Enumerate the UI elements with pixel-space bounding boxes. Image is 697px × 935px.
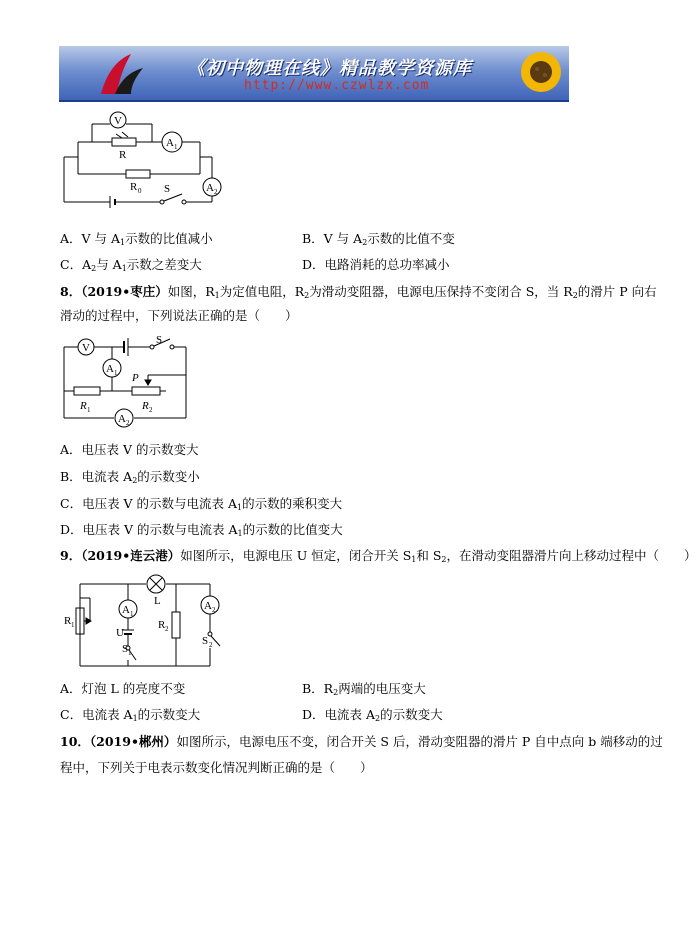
- svg-text:1: 1: [174, 143, 178, 151]
- svg-text:S: S: [122, 643, 129, 655]
- svg-text:S: S: [202, 635, 209, 647]
- svg-text:1: 1: [128, 649, 132, 657]
- banner-url[interactable]: http://www.czwlzx.com: [244, 78, 430, 93]
- banner-title: 《初中物理在线》精品教学资源库: [187, 58, 472, 79]
- q8-stem-line1: 8．（2019•枣庄）如图，$R_1$为定值电阻，$R_2$为滑动变阻器，电源电压保持不变闭合 S，当 $R_2$的滑片 P 向右: [60, 284, 657, 300]
- svg-text:2: 2: [149, 406, 153, 414]
- circuit-diagram-q7: [60, 112, 230, 212]
- svg-text:R: R: [158, 619, 166, 631]
- q8-voltmeter-label: V: [82, 342, 90, 354]
- q9-stem: 9．（2019•连云港）如图所示，电源电压 U 恒定，闭合开关 $S_1$和 $S_2$，在滑动变阻器滑片向上移动过程中（ ）: [60, 548, 697, 564]
- svg-text:0: 0: [138, 187, 142, 195]
- svg-text:U: U: [116, 627, 124, 639]
- ammeter-a1-label: A: [166, 137, 174, 149]
- q8-option-a: A．电压表 V 的示数变大: [60, 442, 199, 457]
- circuit-diagram-q9: [60, 572, 240, 670]
- q8-option-c: C．电压表 V 的示数与电流表 $A_1$的示数的乘积变大: [60, 496, 343, 512]
- svg-text:2: 2: [209, 641, 213, 649]
- q9-option-c: C．电流表 $A_1$的示数变大: [60, 707, 201, 723]
- svg-text:1: 1: [71, 621, 75, 629]
- svg-text:2: 2: [165, 625, 169, 633]
- svg-text:1: 1: [130, 610, 134, 618]
- svg-text:2: 2: [212, 606, 216, 614]
- svg-text:L: L: [154, 595, 161, 607]
- q10-stem-line1: 10．（2019•郴州）如图所示，电源电压不变，闭合开关 S 后，滑动变阻器的滑片 P 自中点向 b 端移动的过: [60, 734, 663, 749]
- q9-option-a: A．灯泡 L 的亮度不变: [60, 681, 186, 696]
- q8-switch-label: S: [156, 334, 163, 346]
- resistor-r0-label: R: [130, 181, 138, 193]
- svg-text:R: R: [80, 400, 87, 412]
- svg-text:A: A: [106, 363, 114, 375]
- svg-text:2: 2: [126, 419, 130, 427]
- q9-option-b: B．$R_2$两端的电压变大: [302, 681, 426, 697]
- circuit-diagram-q8: [60, 333, 200, 433]
- q7-option-b: B．V 与 $A_2$示数的比值不变: [302, 231, 455, 247]
- svg-text:A: A: [122, 604, 130, 616]
- q9-option-d: D．电流表 $A_2$的示数变大: [302, 707, 443, 723]
- svg-text:A: A: [204, 600, 212, 612]
- switch-s-label: S: [164, 183, 171, 195]
- q8-option-d: D．电压表 V 的示数与电流表 $A_1$的示数的比值变大: [60, 522, 343, 538]
- svg-text:A: A: [118, 413, 126, 425]
- svg-text:R: R: [142, 400, 149, 412]
- q7-option-d: D．电路消耗的总功率减小: [302, 257, 450, 272]
- q8-option-b: B．电流表 $A_2$的示数变小: [60, 469, 200, 485]
- q8-stem-line2: 滑动的过程中，下列说法正确的是（ ）: [60, 308, 298, 323]
- svg-text:1: 1: [87, 406, 91, 414]
- voltmeter-label: V: [114, 115, 122, 127]
- q7-option-a: A．V 与 $A_1$示数的比值减小: [60, 231, 213, 247]
- svg-text:1: 1: [114, 369, 118, 377]
- ammeter-a2-label: A: [206, 182, 214, 194]
- resistor-r-label: R: [119, 149, 127, 161]
- q7-option-c: C．$A_2$与 $A_1$示数之差变大: [60, 257, 202, 273]
- site-logo: [93, 50, 151, 98]
- sunflower-image: [511, 48, 567, 98]
- svg-text:R: R: [64, 615, 72, 627]
- site-banner: [59, 46, 569, 102]
- svg-text:2: 2: [214, 188, 218, 196]
- q8-slider-p-label: P: [132, 372, 139, 384]
- q10-stem-line2: 程中，下列关于电表示数变化情况判断正确的是（ ）: [60, 760, 373, 775]
